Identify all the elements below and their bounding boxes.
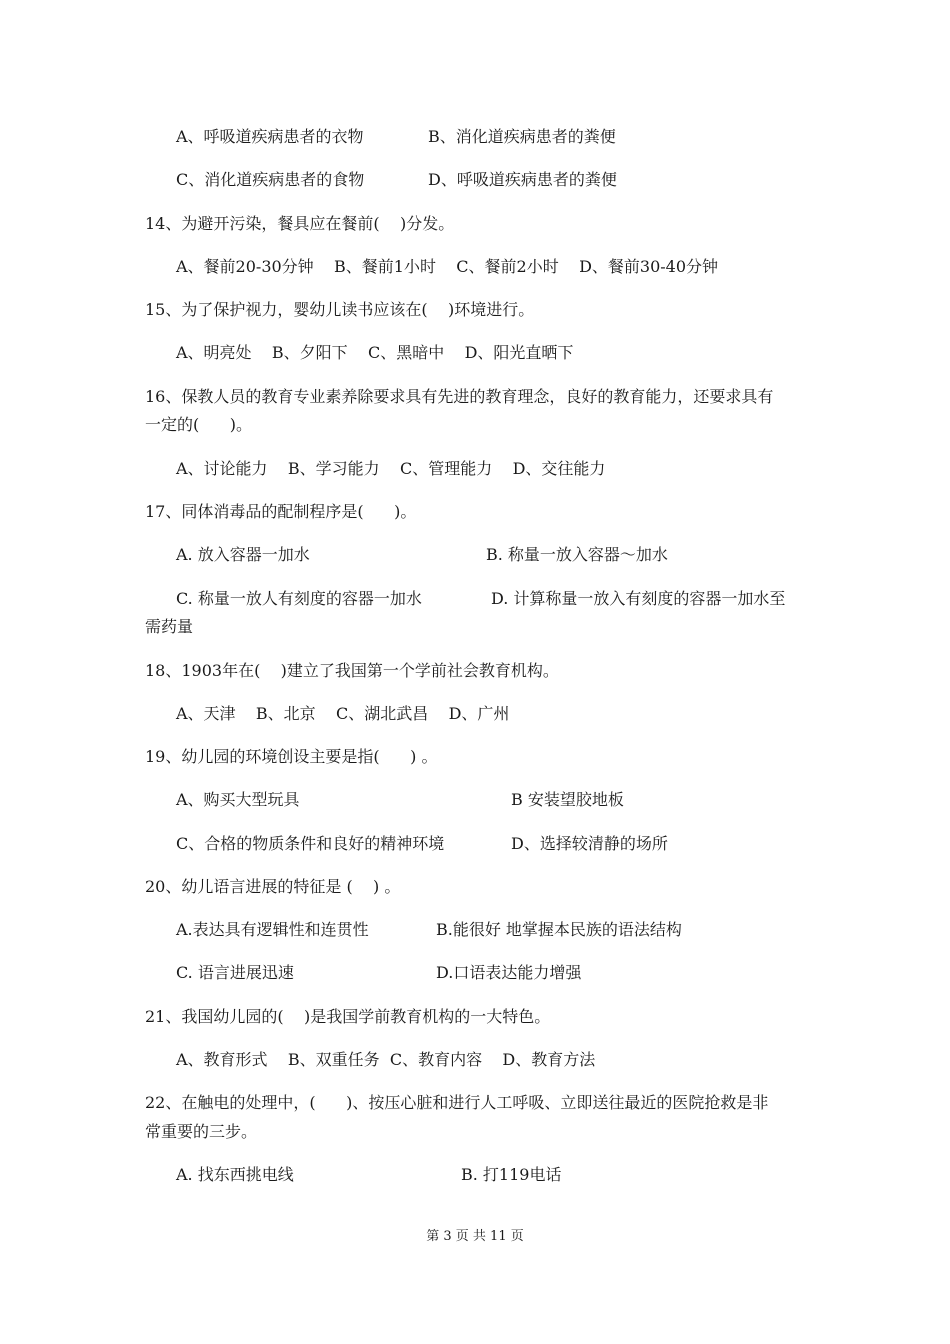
- option-line: [176, 833, 668, 855]
- question-20: 20、幼儿语言进展的特征是 ( ) 。: [145, 877, 401, 896]
- option-b: B、消化道疾病患者的粪便: [428, 127, 616, 146]
- question-22-cont: 常重要的三步。: [145, 1122, 258, 1141]
- option-c: C. 语言进展迅速: [176, 963, 294, 982]
- question-14: 14、为避开污染，餐具应在餐前( )分发。: [145, 214, 455, 233]
- option-line: [176, 169, 617, 191]
- options-16: A、讨论能力 B、学习能力 C、管理能力 D、交往能力: [176, 459, 606, 478]
- page-footer: [0, 1228, 950, 1246]
- page-number: 第 3 页 共 11 页: [426, 1229, 524, 1244]
- option-a: A.表达具有逻辑性和连贯性: [176, 920, 369, 939]
- options-21: A、教育形式 B、双重任务 C、教育内容 D、教育方法: [176, 1050, 596, 1069]
- option-a: A、购买大型玩具: [176, 790, 300, 809]
- option-a: A. 找东西挑电线: [176, 1165, 294, 1184]
- option-a: A. 放入容器一加水: [176, 545, 310, 564]
- question-18: 18、1903年在( )建立了我国第一个学前社会教育机构。: [145, 661, 559, 680]
- question-22: 22、在触电的处理中，( )、按压心脏和进行人工呼吸、立即送往最近的医院抢救是非: [145, 1093, 769, 1112]
- option-b: B.能很好 地掌握本民族的语法结构: [436, 920, 682, 939]
- option-d: D、选择较清静的场所: [511, 834, 668, 853]
- question-17: 17、同体消毒品的配制程序是( )。: [145, 502, 417, 521]
- question-17-cont: 需药量: [145, 617, 194, 636]
- question-16-cont: 一定的( )。: [145, 415, 253, 434]
- option-line: [176, 126, 616, 148]
- option-a: A、呼吸道疾病患者的衣物: [176, 127, 364, 146]
- option-d: D.口语表达能力增强: [436, 963, 582, 982]
- option-c: C、消化道疾病患者的食物: [176, 170, 365, 189]
- option-line: [176, 588, 786, 610]
- option-line: [176, 962, 582, 984]
- option-b: B. 打119电话: [461, 1165, 562, 1184]
- option-b: B. 称量一放入容器～加水: [486, 545, 668, 564]
- option-c: C、合格的物质条件和良好的精神环境: [176, 834, 445, 853]
- option-d: D、呼吸道疾病患者的粪便: [428, 170, 617, 189]
- question-19: 19、幼儿园的环境创设主要是指( ) 。: [145, 747, 438, 766]
- option-line: [176, 919, 682, 941]
- option-c: C. 称量一放人有刻度的容器一加水: [176, 589, 422, 608]
- options-15: A、明亮处 B、夕阳下 C、黑暗中 D、阳光直晒下: [176, 343, 574, 362]
- option-d: D. 计算称量一放入有刻度的容器一加水至: [491, 589, 786, 608]
- options-14: A、餐前20-30分钟 B、餐前1小时 C、餐前2小时 D、餐前30-40分钟: [176, 257, 719, 276]
- question-15: 15、为了保护视力，婴幼儿读书应该在( )环境进行。: [145, 300, 535, 319]
- question-21: 21、我国幼儿园的( )是我国学前教育机构的一大特色。: [145, 1007, 551, 1026]
- question-16: 16、保教人员的教育专业素养除要求具有先进的教育理念，良好的教育能力，还要求具有: [145, 387, 774, 406]
- option-line: [176, 789, 624, 811]
- option-b: B 安装望胶地板: [511, 790, 624, 809]
- option-line: [176, 544, 668, 566]
- options-18: A、天津 B、北京 C、湖北武昌 D、广州: [176, 704, 510, 723]
- option-line: [176, 1164, 562, 1186]
